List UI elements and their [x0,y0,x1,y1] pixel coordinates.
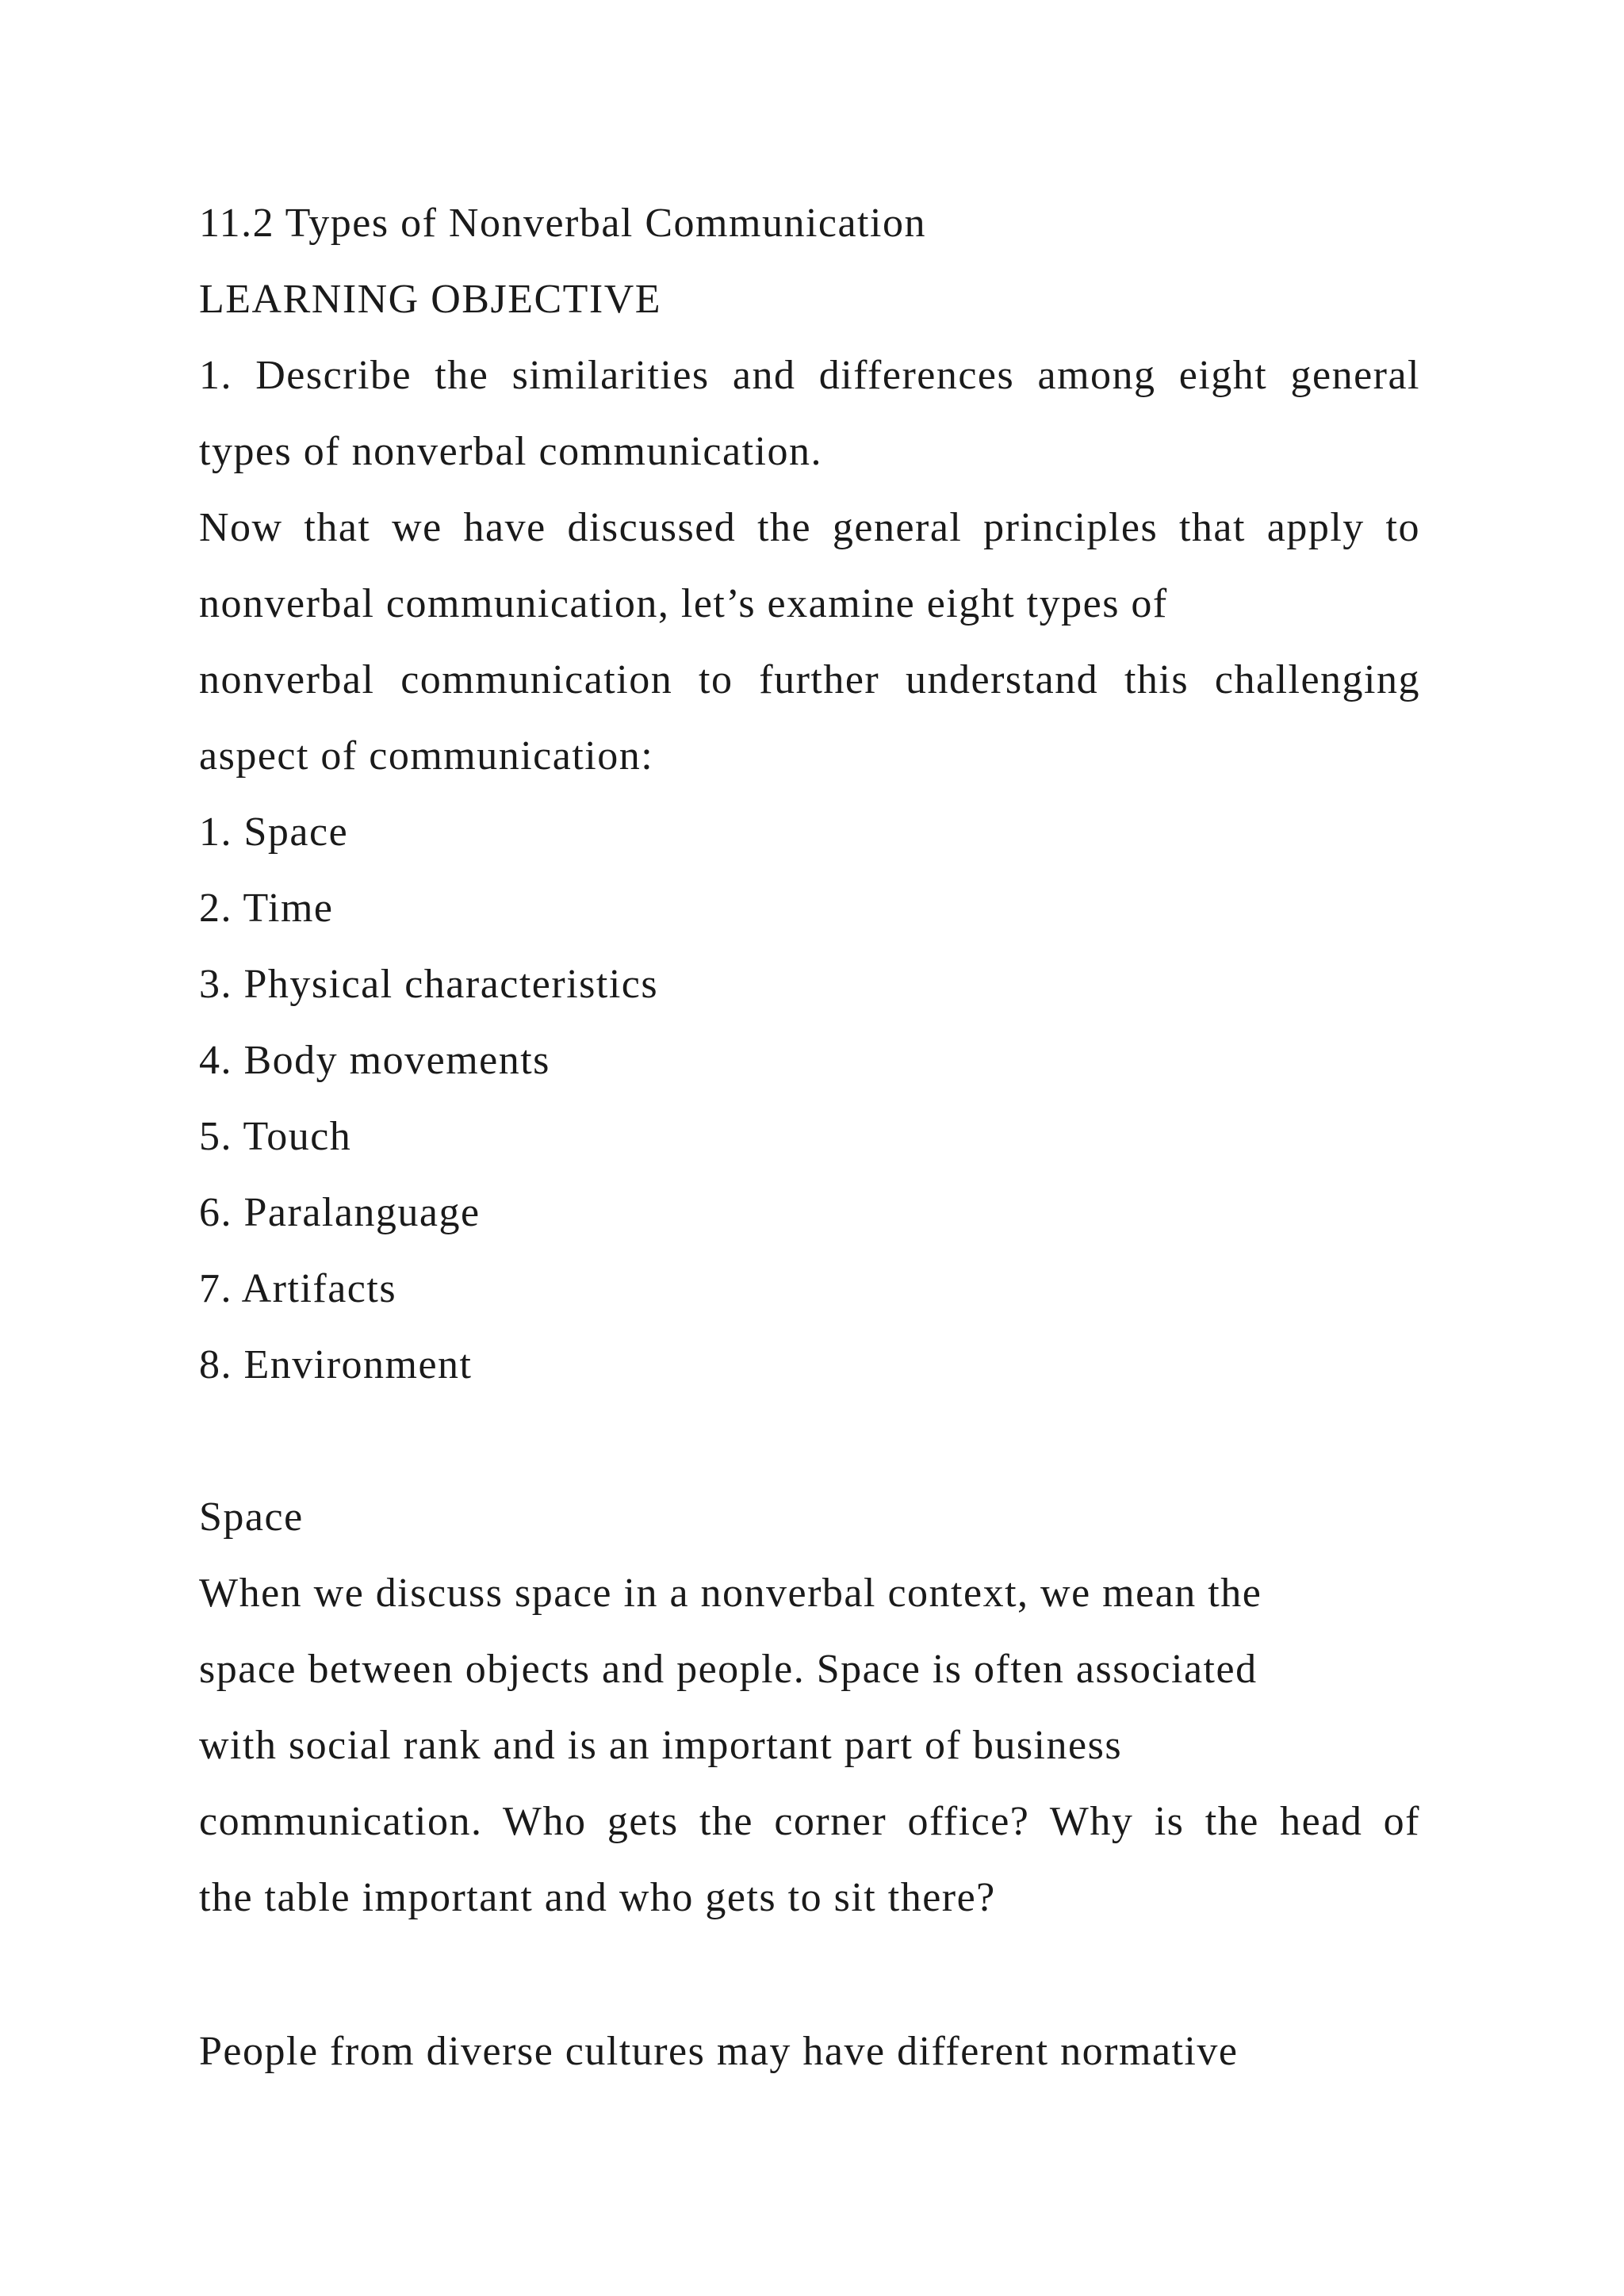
objective-line-2: types of nonverbal communication. [199,429,822,474]
closing-line: People from diverse cultures may have different normative [199,2029,1239,2074]
intro-line-2: nonverbal communication, let’s examine eight types of [199,581,1168,626]
list-item: 2. Time [199,886,334,931]
section-heading: 11.2 Types of Nonverbal Communication [199,201,926,246]
list-item: 1. Space [199,809,349,855]
list-item: 8. Environment [199,1342,473,1387]
list-item: 4. Body movements [199,1038,550,1083]
intro-line-4: aspect of communication: [199,733,654,779]
body-line-5: the table important and who gets to sit there? [199,1875,996,1920]
list-item: 3. Physical characteristics [199,962,659,1007]
learning-objective-heading: LEARNING OBJECTIVE [199,277,662,322]
list-item: 7. Artifacts [199,1266,397,1311]
intro-line-3: nonverbal communication to further understand this challenging [199,657,1420,702]
body-line-4: communication. Who gets the corner office? Why is the head of [199,1799,1420,1844]
subsection-title: Space [199,1494,304,1540]
body-line-2: space between objects and people. Space is often associated [199,1647,1258,1692]
list-item: 5. Touch [199,1114,352,1159]
objective-line-1: 1. Describe the similarities and differences among eight general [199,353,1420,398]
body-line-3: with social rank and is an important part of business [199,1723,1123,1768]
body-line-1: When we discuss space in a nonverbal context, we mean the [199,1571,1262,1616]
intro-line-1: Now that we have discussed the general principles that apply to [199,505,1420,550]
list-item: 6. Paralanguage [199,1190,481,1235]
